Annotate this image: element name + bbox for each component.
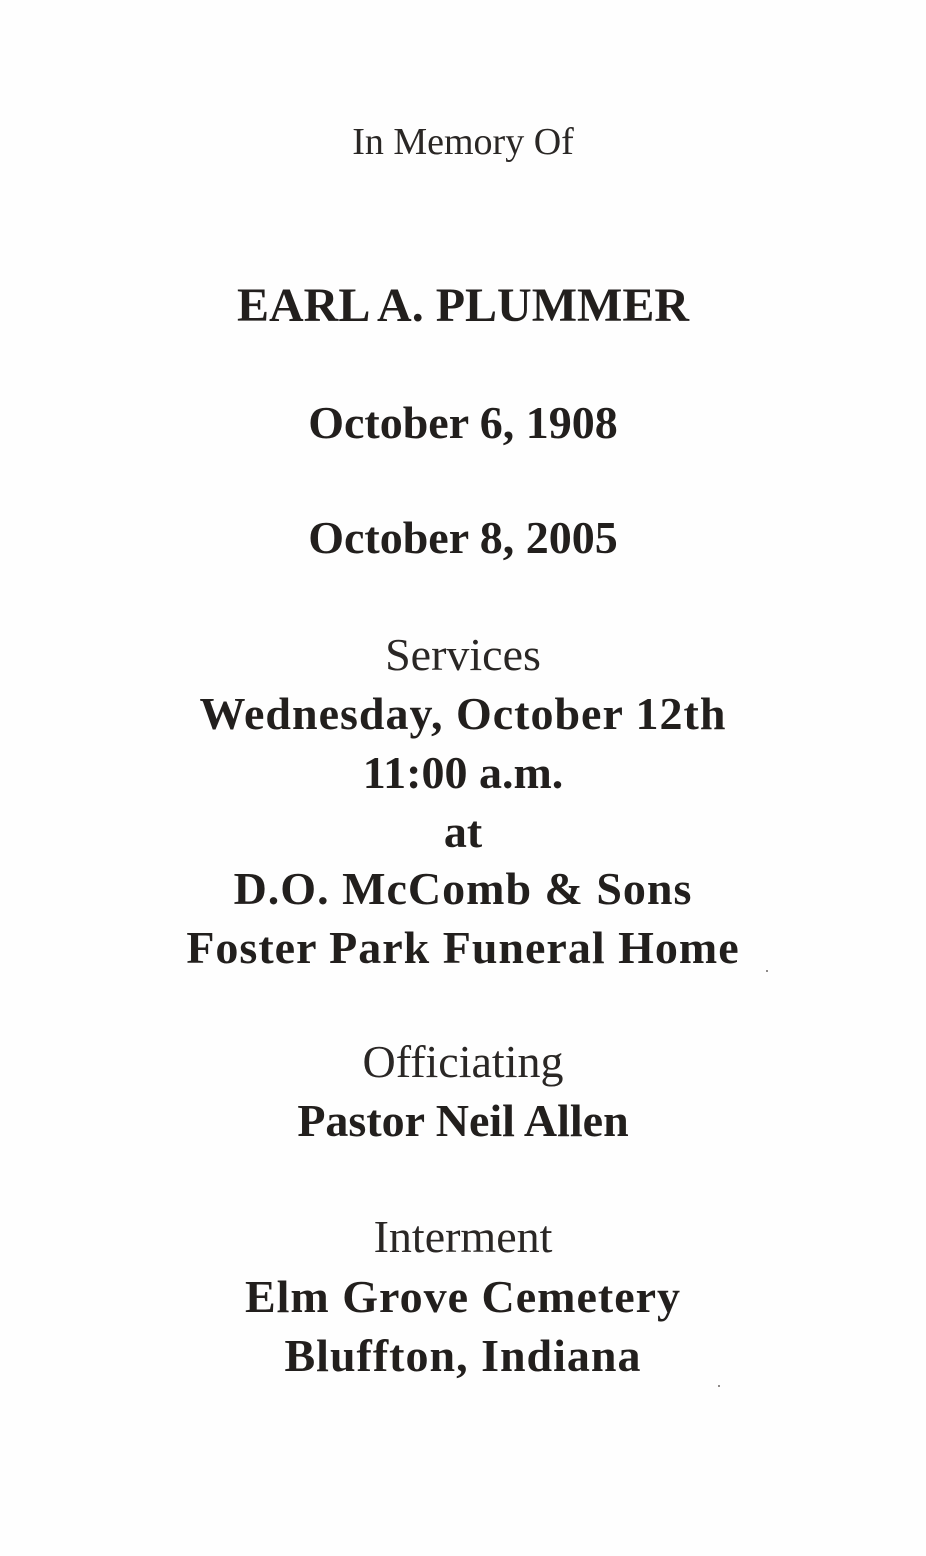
- venue-line-1: D.O. McComb & Sons: [233, 863, 693, 914]
- officiating-heading: Officiating: [362, 1036, 564, 1087]
- services-heading: Services: [385, 629, 541, 680]
- interment-heading: Interment: [373, 1211, 553, 1262]
- death-date: October 8, 2005: [308, 512, 618, 563]
- scan-speck: [718, 1385, 720, 1387]
- venue-line-2: Foster Park Funeral Home: [186, 922, 740, 973]
- services-day: Wednesday, October 12th: [199, 688, 727, 739]
- cemetery-name: Elm Grove Cemetery: [244, 1271, 682, 1322]
- cemetery-location: Bluffton, Indiana: [284, 1330, 642, 1381]
- birth-date: October 6, 1908: [308, 397, 618, 448]
- scan-speck: [766, 970, 768, 972]
- services-at: at: [443, 806, 483, 857]
- services-time: 11:00 a.m.: [362, 747, 564, 798]
- officiant-name: Pastor Neil Allen: [297, 1095, 629, 1146]
- deceased-name: EARL A. PLUMMER: [236, 279, 689, 332]
- in-memory-of-heading: In Memory Of: [352, 121, 574, 163]
